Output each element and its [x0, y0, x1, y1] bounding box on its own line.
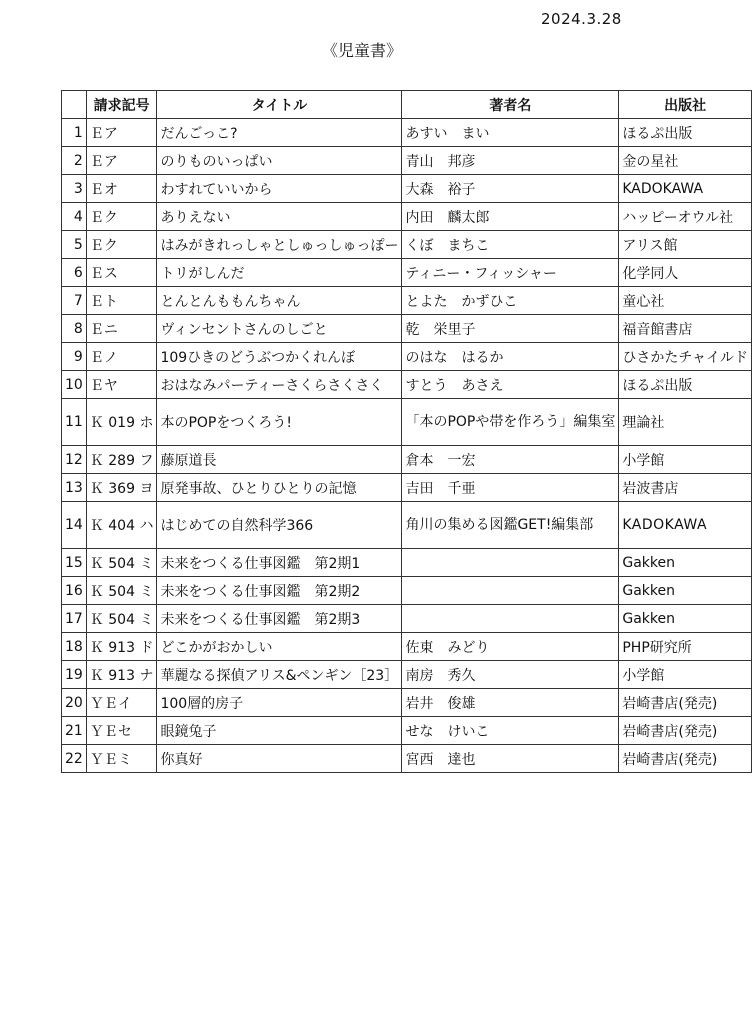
book-title-cell: 原発事故、ひとりひとりの記憶 — [157, 474, 402, 502]
call-number-cell: ＹＥイ — [86, 689, 157, 717]
header-number — [62, 91, 87, 119]
row-number-cell: 3 — [62, 175, 87, 203]
publisher-cell: アリス館 — [619, 231, 752, 259]
row-number-cell: 8 — [62, 315, 87, 343]
book-title-cell: はじめての自然科学366 — [157, 502, 402, 549]
document-title: 《児童書》 — [321, 41, 402, 60]
row-number-cell: 14 — [62, 502, 87, 549]
book-title-cell: 100層的房子 — [157, 689, 402, 717]
call-number-cell: Ｅス — [86, 259, 157, 287]
author-cell — [402, 549, 619, 577]
book-title-cell: だんごっこ? — [157, 119, 402, 147]
table-row — [62, 661, 752, 689]
table-row — [62, 119, 752, 147]
publisher-cell: KADOKAWA — [619, 502, 752, 549]
book-title-cell: 未来をつくる仕事図鑑 第2期1 — [157, 549, 402, 577]
book-title-cell: はみがきれっしゃとしゅっしゅっぽー — [157, 231, 402, 259]
table-row — [62, 203, 752, 231]
author-cell: あすい まい — [402, 119, 619, 147]
author-cell: 「本のPOPや帯を作ろう」編集室 — [402, 399, 619, 446]
call-number-cell: Ｋ 504 ミ — [86, 605, 157, 633]
row-number-cell: 11 — [62, 399, 87, 446]
table-header-row — [62, 91, 752, 119]
call-number-cell: Ｅニ — [86, 315, 157, 343]
call-number-cell: Ｅク — [86, 203, 157, 231]
publisher-cell: ほるぷ出版 — [619, 371, 752, 399]
table-row — [62, 605, 752, 633]
table-row — [62, 446, 752, 474]
author-cell: のはな はるか — [402, 343, 619, 371]
call-number-cell: Ｋ 404 ハ — [86, 502, 157, 549]
table-row — [62, 717, 752, 745]
row-number-cell: 4 — [62, 203, 87, 231]
book-title-cell: 未来をつくる仕事図鑑 第2期3 — [157, 605, 402, 633]
table-row — [62, 399, 752, 446]
publisher-cell: 岩崎書店(発売) — [619, 717, 752, 745]
table-body — [62, 119, 752, 773]
document-date: 2024.3.28 — [541, 10, 622, 28]
book-title-cell: 華麗なる探偵アリス&ペンギン［23］ — [157, 661, 402, 689]
book-title-cell: おはなみパーティーさくらさくさく — [157, 371, 402, 399]
book-title-cell: 未来をつくる仕事図鑑 第2期2 — [157, 577, 402, 605]
publisher-cell: 化学同人 — [619, 259, 752, 287]
header-title: タイトル — [157, 91, 402, 119]
row-number-cell: 2 — [62, 147, 87, 175]
row-number-cell: 7 — [62, 287, 87, 315]
book-title-cell: ヴィンセントさんのしごと — [157, 315, 402, 343]
row-number-cell: 9 — [62, 343, 87, 371]
call-number-cell: Ｋ 913 ド — [86, 633, 157, 661]
row-number-cell: 18 — [62, 633, 87, 661]
header-author: 著者名 — [402, 91, 619, 119]
publisher-cell: PHP研究所 — [619, 633, 752, 661]
author-cell: 宮西 達也 — [402, 745, 619, 773]
publisher-cell: 小学館 — [619, 661, 752, 689]
publisher-cell: Gakken — [619, 605, 752, 633]
row-number-cell: 10 — [62, 371, 87, 399]
author-cell: 岩井 俊雄 — [402, 689, 619, 717]
table-row — [62, 147, 752, 175]
table-row — [62, 577, 752, 605]
author-cell: 乾 栄里子 — [402, 315, 619, 343]
publisher-cell: ひさかたチャイルド — [619, 343, 752, 371]
table-row — [62, 315, 752, 343]
call-number-cell: Ｅア — [86, 147, 157, 175]
publisher-cell: 福音館書店 — [619, 315, 752, 343]
table-row — [62, 745, 752, 773]
author-cell: とよた かずひこ — [402, 287, 619, 315]
table-row — [62, 371, 752, 399]
call-number-cell: Ｋ 289 フ — [86, 446, 157, 474]
table-row — [62, 633, 752, 661]
call-number-cell: Ｋ 504 ミ — [86, 549, 157, 577]
author-cell: すとう あさえ — [402, 371, 619, 399]
publisher-cell: KADOKAWA — [619, 175, 752, 203]
book-title-cell: トリがしんだ — [157, 259, 402, 287]
row-number-cell: 13 — [62, 474, 87, 502]
row-number-cell: 20 — [62, 689, 87, 717]
header-call-number: 請求記号 — [86, 91, 157, 119]
book-list-table — [61, 90, 752, 773]
book-title-cell: のりものいっぱい — [157, 147, 402, 175]
table-row — [62, 259, 752, 287]
table-row — [62, 175, 752, 203]
call-number-cell: Ｅト — [86, 287, 157, 315]
author-cell: 内田 麟太郎 — [402, 203, 619, 231]
book-title-cell: どこかがおかしい — [157, 633, 402, 661]
author-cell: せな けいこ — [402, 717, 619, 745]
table-row — [62, 287, 752, 315]
call-number-cell: Ｋ 019 ホ — [86, 399, 157, 446]
author-cell: 大森 裕子 — [402, 175, 619, 203]
author-cell: 吉田 千亜 — [402, 474, 619, 502]
author-cell: 南房 秀久 — [402, 661, 619, 689]
publisher-cell: Gakken — [619, 577, 752, 605]
publisher-cell: 岩崎書店(発売) — [619, 689, 752, 717]
publisher-cell: 岩波書店 — [619, 474, 752, 502]
call-number-cell: Ｋ 913 ナ — [86, 661, 157, 689]
publisher-cell: ほるぷ出版 — [619, 119, 752, 147]
table-row — [62, 343, 752, 371]
row-number-cell: 22 — [62, 745, 87, 773]
book-title-cell: とんとんももんちゃん — [157, 287, 402, 315]
author-cell: 佐東 みどり — [402, 633, 619, 661]
row-number-cell: 17 — [62, 605, 87, 633]
call-number-cell: Ｋ 369 ヨ — [86, 474, 157, 502]
publisher-cell: ハッピーオウル社 — [619, 203, 752, 231]
book-title-cell: 本のPOPをつくろう! — [157, 399, 402, 446]
publisher-cell: 金の星社 — [619, 147, 752, 175]
book-title-cell: 你真好 — [157, 745, 402, 773]
publisher-cell: 理論社 — [619, 399, 752, 446]
book-title-cell: 109ひきのどうぶつかくれんぼ — [157, 343, 402, 371]
call-number-cell: Ｋ 504 ミ — [86, 577, 157, 605]
book-title-cell: 眼鏡兔子 — [157, 717, 402, 745]
call-number-cell: Ｅオ — [86, 175, 157, 203]
row-number-cell: 1 — [62, 119, 87, 147]
publisher-cell: 童心社 — [619, 287, 752, 315]
call-number-cell: Ｅヤ — [86, 371, 157, 399]
author-cell: ティニー・フィッシャー — [402, 259, 619, 287]
publisher-cell: Gakken — [619, 549, 752, 577]
call-number-cell: ＹＥセ — [86, 717, 157, 745]
call-number-cell: Ｅア — [86, 119, 157, 147]
row-number-cell: 16 — [62, 577, 87, 605]
call-number-cell: ＹＥミ — [86, 745, 157, 773]
row-number-cell: 6 — [62, 259, 87, 287]
book-title-cell: わすれていいから — [157, 175, 402, 203]
header-publisher: 出版社 — [619, 91, 752, 119]
author-cell: 倉本 一宏 — [402, 446, 619, 474]
book-title-cell: ありえない — [157, 203, 402, 231]
call-number-cell: Ｅノ — [86, 343, 157, 371]
author-cell — [402, 577, 619, 605]
table-row — [62, 689, 752, 717]
table-row — [62, 549, 752, 577]
row-number-cell: 12 — [62, 446, 87, 474]
row-number-cell: 5 — [62, 231, 87, 259]
row-number-cell: 19 — [62, 661, 87, 689]
author-cell: 青山 邦彦 — [402, 147, 619, 175]
call-number-cell: Ｅク — [86, 231, 157, 259]
author-cell: 角川の集める図鑑GET!編集部 — [402, 502, 619, 549]
book-title-cell: 藤原道長 — [157, 446, 402, 474]
row-number-cell: 21 — [62, 717, 87, 745]
table-row — [62, 502, 752, 549]
table-row — [62, 474, 752, 502]
publisher-cell: 小学館 — [619, 446, 752, 474]
row-number-cell: 15 — [62, 549, 87, 577]
author-cell — [402, 605, 619, 633]
author-cell: くぼ まちこ — [402, 231, 619, 259]
publisher-cell: 岩崎書店(発売) — [619, 745, 752, 773]
table-row — [62, 231, 752, 259]
